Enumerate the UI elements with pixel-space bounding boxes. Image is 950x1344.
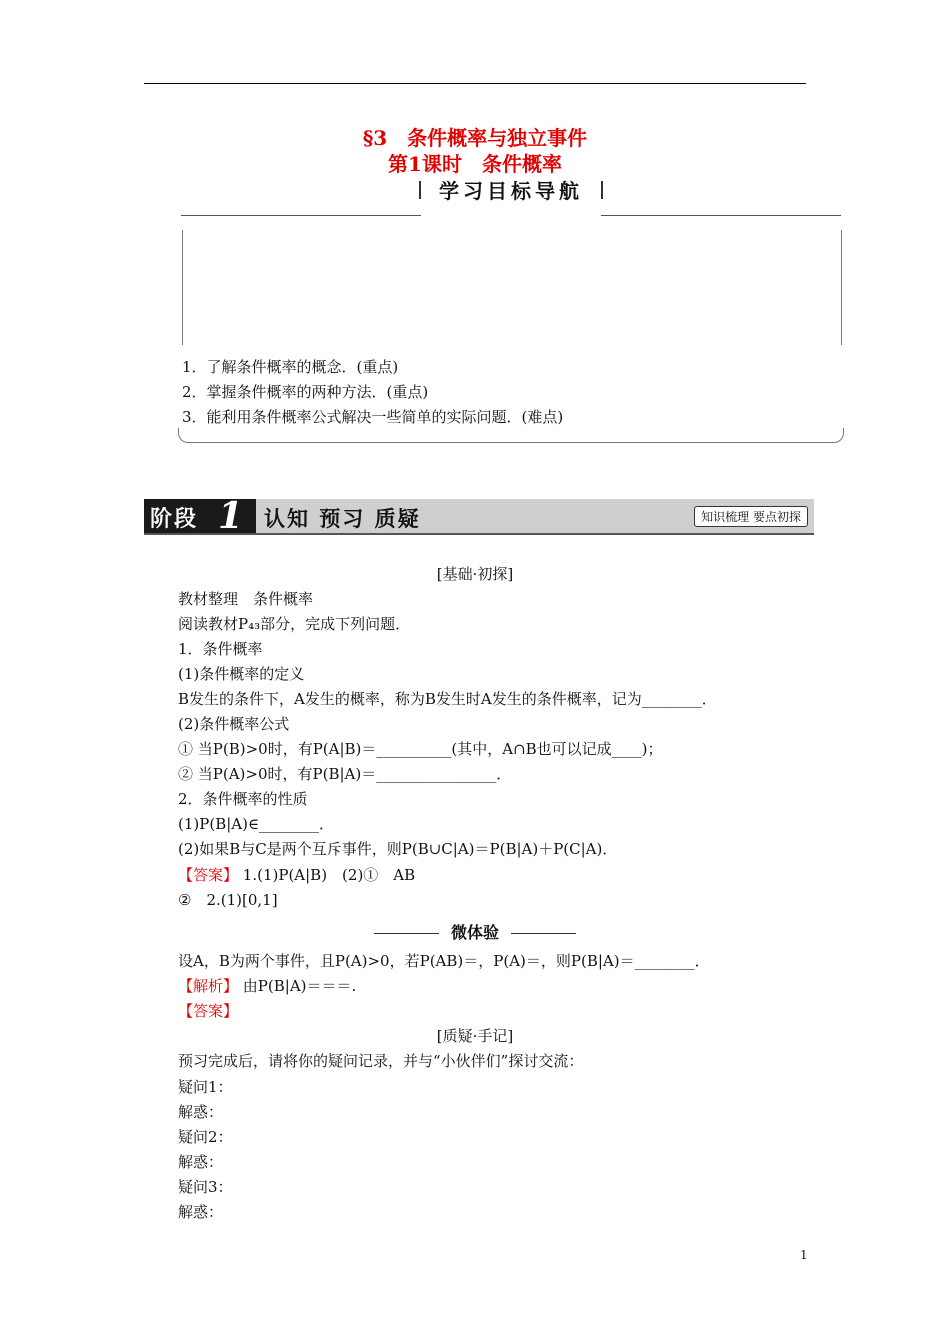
page-number: 1 [800, 1248, 808, 1262]
answer-label: 【答案】 [178, 866, 239, 884]
page-title: §3 条件概率与独立事件 [362, 126, 588, 150]
micro-exercise-header [0, 920, 950, 943]
text-line: 阅读教材P₄₃部分，完成下列问题． [178, 615, 411, 633]
micro-question: 设A，B为两个事件，且P(A)>0，若P(AB)＝，P(A)＝，则P(B|A)＝________． [178, 952, 710, 970]
note-line: 解惑： [178, 1203, 224, 1221]
text-line: 2．条件概率的性质 [178, 790, 308, 808]
goal-box [182, 230, 842, 345]
answer-label-2: 【答案】 [178, 1002, 239, 1020]
text-line: 教材整理 条件概率 [178, 590, 314, 608]
lesson-subtitle: 第1课时 条件概率 [388, 152, 562, 176]
analysis-text: 由P(B|A)＝＝＝. [242, 977, 357, 995]
stage-label: 阶段 [150, 507, 199, 532]
goal-header-rule-left [181, 215, 421, 216]
stage-banner [144, 495, 814, 537]
section-label-basics: [基础·初探] [436, 565, 514, 583]
analysis-line [178, 975, 356, 996]
goal-item-1: 1．了解条件概率的概念．(重点) [182, 358, 399, 376]
note-line: 解惑： [178, 1153, 224, 1171]
goal-header-title: 学习目标导航 [439, 179, 583, 203]
goal-item-2: 2．掌握条件概率的两种方法．(重点) [182, 383, 429, 401]
stage-number: 1 [218, 495, 244, 537]
goal-header-rule-right [601, 215, 841, 216]
micro-title: 微体验 [450, 923, 499, 942]
micro-rule-right [511, 933, 576, 934]
text-line: (1)P(B|A)∈________． [178, 815, 335, 833]
text-line: ① 当P(B)>0时，有P(A|B)＝__________(其中，A∩B也可以记成____)； [178, 740, 663, 758]
note-line: 疑问1： [178, 1078, 233, 1096]
note-line: 疑问3： [178, 1178, 233, 1196]
answer-line-2: ② 2.(1)[0,1] [178, 891, 278, 909]
goal-header-bar-right [601, 181, 603, 199]
micro-rule-left [374, 933, 439, 934]
notes-intro: 预习完成后，请将你的疑问记录，并与“小伙伴们”探讨交流： [178, 1052, 584, 1070]
goal-item-3: 3．能利用条件概率公式解决一些简单的实际问题．(难点) [182, 408, 564, 426]
header-rule [144, 83, 806, 84]
stage-badge [144, 495, 256, 537]
text-line: ② 当P(A)>0时，有P(B|A)＝________________． [178, 765, 512, 783]
section-label-notes: [质疑·手记] [436, 1027, 514, 1045]
note-line: 解惑： [178, 1103, 224, 1121]
goal-header [181, 175, 841, 215]
text-line: 1．条件概率 [178, 640, 263, 658]
text-line: (2)如果B与C是两个互斥事件，则P(B∪C|A)＝P(B|A)＋P(C|A)． [178, 840, 618, 858]
note-line: 疑问2： [178, 1128, 233, 1146]
answer-text: 1.(1)P(A|B) (2)① AB [242, 866, 416, 884]
stage-tag: 知识梳理 要点初探 [694, 506, 808, 527]
stage-title: 认知 预习 质疑 [264, 507, 421, 531]
text-line: B发生的条件下，A发生的概率，称为B发生时A发生的条件概率，记为________． [178, 690, 717, 708]
goal-box-footer [178, 428, 844, 443]
answer-line-1 [178, 864, 415, 885]
text-line: (1)条件概率的定义 [178, 665, 305, 683]
text-line: (2)条件概率公式 [178, 715, 290, 733]
analysis-label: 【解析】 [178, 977, 239, 995]
